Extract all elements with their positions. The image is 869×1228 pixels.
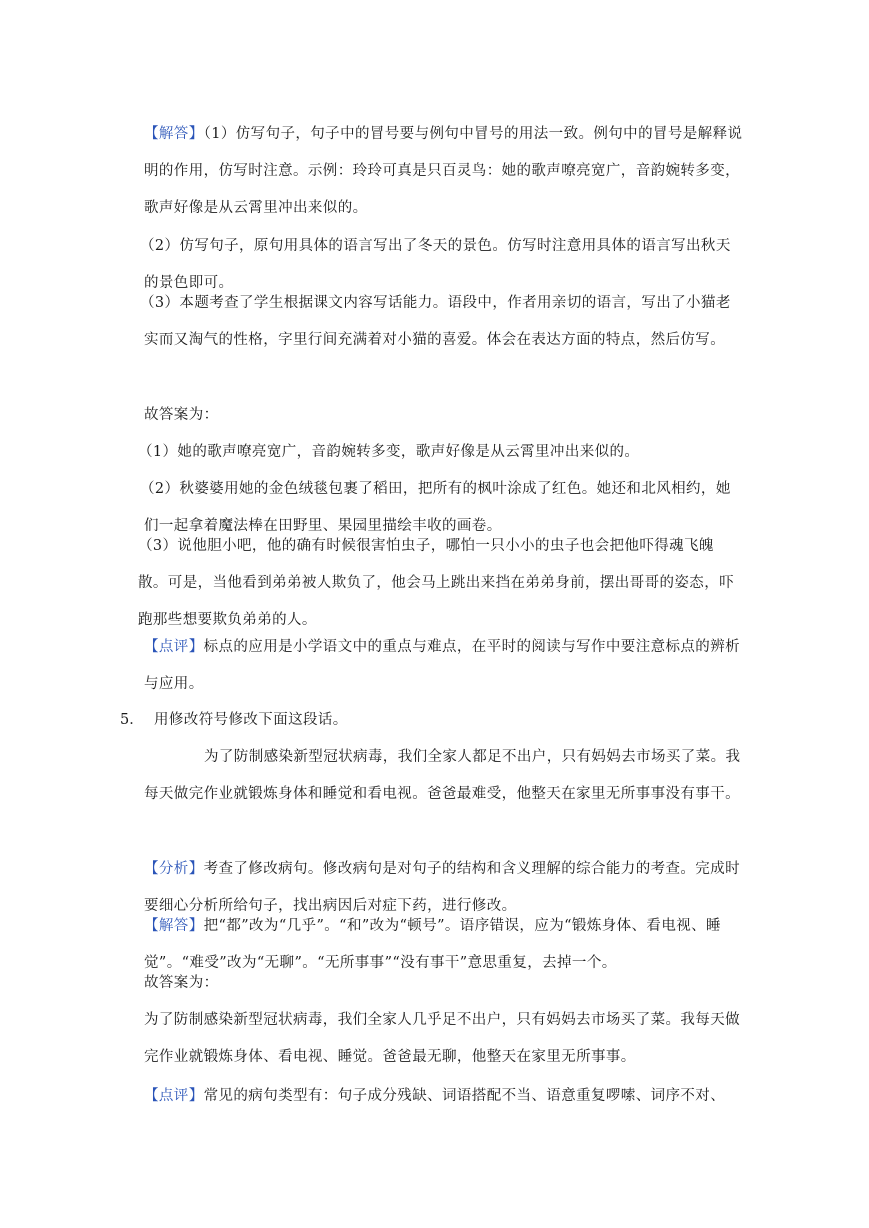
comment-text: 标点的应用是小学语文中的重点与难点，在平时的阅读与写作中要注意标点的辨析与应用。 (144, 639, 741, 692)
analysis-tag: 【分析】 (144, 861, 204, 877)
answer-tag: 【解答】 (144, 918, 204, 934)
explanation-3: （3）本题考查了学生根据课文内容写话能力。语段中，作者用亲切的语言，写出了小猫老实而又淘气的性格，字里行间充满着对小猫的喜爱。体会在表达方面的特点，然后仿写。 (140, 295, 731, 348)
answer-text: （1）仿写句子，句子中的冒号要与例句中冒号的用法一致。例句中的冒号是解释说明的作用，仿写时注意。示例：玲玲可真是只百灵鸟：她的歌声嘹亮宽广，音韵婉转多变，歌声好像是从云霄里冲出来似的。 (144, 126, 743, 216)
comment-paragraph-1 (144, 629, 744, 703)
question-passage: 为了防制感染新型冠状病毒，我们全家人都足不出户，只有妈妈去市场买了菜。我每天做完作业就锻炼身体和睡觉和看电视。爸爸最难受，他整天在家里无所事事没有事干。 (144, 749, 741, 802)
answer-paragraph-1 (144, 116, 744, 227)
answer-2: （2）秋婆婆用她的金色绒毯包裹了稻田，把所有的枫叶涂成了红色。她还和北风相约，她们一起拿着魔法棒在田野里、果园里描绘丰收的画卷。 (140, 481, 731, 534)
answer-1: （1）她的歌声嘹亮宽广，音韵婉转多变，歌声好像是从云霄里冲出来似的。 (138, 444, 640, 460)
comment-text: 常见的病句类型有：句子成分残缺、词语搭配不当、语意重复啰嗦、词序不对、 (203, 1088, 726, 1104)
answer-text: 把“都”改为“几乎”。“和”改为“顿号”。语序错误，应为“锻炼身体、看电视、睡觉”。“难受”改为“无聊”。“无所事事”“没有事干”意思重复，去掉一个。 (144, 918, 721, 971)
answer-3: （3）说他胆小吧，他的确有时候很害怕虫子，哪怕一只小小的虫子也会把他吓得魂飞魄散。可是，当他看到弟弟被人欺负了，他会马上跳出来挡在弟弟身前，摆出哥哥的姿态，吓跑那些想要欺负弟弟的人。 (138, 538, 734, 628)
explanation-2: （2）仿写句子，原句用具体的语言写出了冬天的景色。仿写时注意用具体的语言写出秋天的景色即可。 (140, 238, 731, 291)
answer-heading: 故答案为： (144, 407, 219, 423)
analysis-text: 考查了修改病句。修改病句是对句子的结构和含义理解的综合能力的考查。完成时要细心分析所给句子，找出病因后对症下药，进行修改。 (144, 861, 741, 914)
question-prompt: 用修改符号修改下面这段话。 (154, 712, 348, 728)
comment-tag: 【点评】 (144, 1088, 204, 1104)
comment-tag: 【点评】 (144, 639, 204, 655)
comment-paragraph-5 (144, 1078, 744, 1115)
final-answer: 为了防制感染新型冠状病毒，我们全家人几乎足不出户，只有妈妈去市场买了菜。我每天做完作业就锻炼身体、看电视、睡觉。爸爸最无聊，他整天在家里无所事事。 (144, 1012, 740, 1065)
answer-tag: 【解答】 (144, 126, 204, 142)
question-number: 5． (120, 712, 144, 728)
answer-heading: 故答案为： (144, 975, 219, 991)
